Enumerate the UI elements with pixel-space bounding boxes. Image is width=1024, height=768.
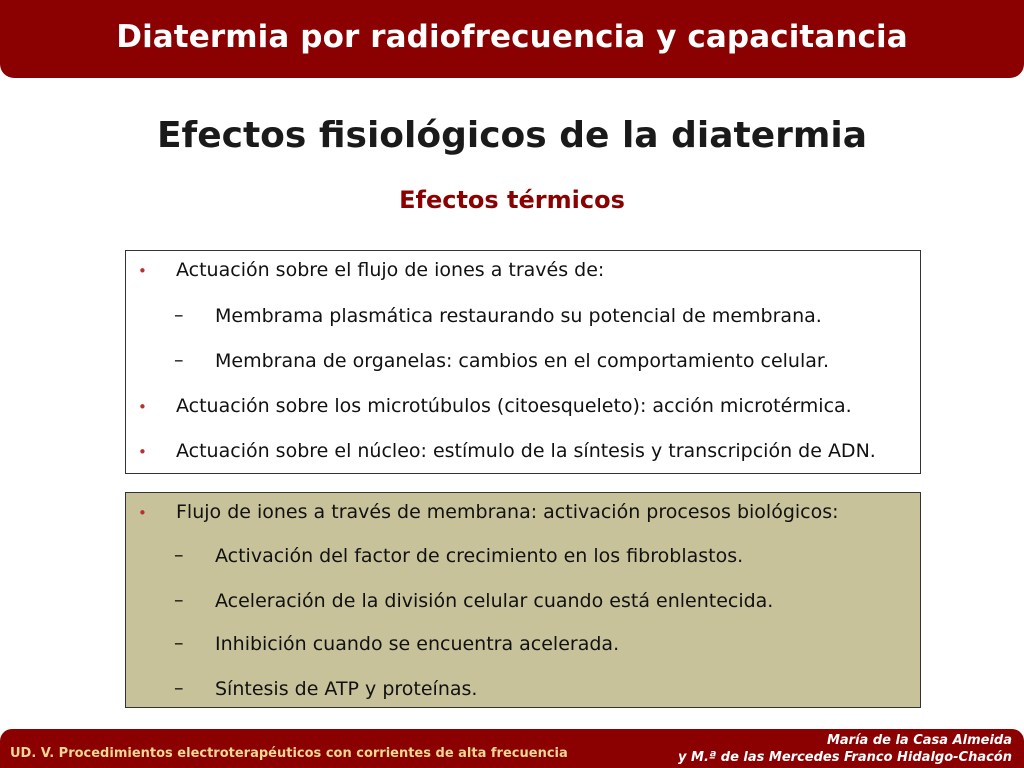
footer-bar bbox=[0, 729, 1024, 768]
bullet-marker: • bbox=[138, 398, 147, 416]
bullet-marker: • bbox=[138, 443, 147, 461]
list-item: Aceleración de la división celular cuando está enlentecida. bbox=[215, 590, 774, 612]
dash-marker: – bbox=[174, 677, 184, 699]
list-item: Síntesis de ATP y proteínas. bbox=[215, 678, 478, 700]
footer-authors bbox=[678, 732, 1012, 766]
footer-author-line-1: María de la Casa Almeida bbox=[826, 733, 1012, 748]
bullet-marker: • bbox=[138, 504, 147, 522]
dash-marker: – bbox=[174, 544, 184, 566]
list-item: Actuación sobre el flujo de iones a través de: bbox=[176, 259, 605, 281]
list-item: Membrama plasmática restaurando su potencial de membrana. bbox=[215, 305, 822, 327]
list-item: Flujo de iones a través de membrana: activación procesos biológicos: bbox=[176, 501, 839, 523]
dash-marker: – bbox=[174, 589, 184, 611]
list-item: Activación del factor de crecimiento en los fibroblastos. bbox=[215, 545, 744, 567]
bullet-marker: • bbox=[138, 262, 147, 280]
footer-author-line-2: y M.ª de las Mercedes Franco Hidalgo-Chacón bbox=[678, 750, 1012, 765]
effects-box-primary bbox=[125, 250, 921, 474]
effects-box-secondary bbox=[125, 492, 921, 708]
page-title: Efectos fisiológicos de la diatermia bbox=[156, 115, 868, 156]
list-item: Inhibición cuando se encuentra acelerada. bbox=[215, 633, 620, 655]
list-item: Actuación sobre el núcleo: estímulo de la síntesis y transcripción de ADN. bbox=[176, 440, 876, 462]
header-title: Diatermia por radiofrecuencia y capacitancia bbox=[116, 19, 908, 55]
dash-marker: – bbox=[174, 632, 184, 654]
dash-marker: – bbox=[174, 349, 184, 371]
section-subtitle: Efectos térmicos bbox=[399, 186, 625, 214]
header-bar bbox=[0, 0, 1024, 78]
dash-marker: – bbox=[174, 304, 184, 326]
list-item: Actuación sobre los microtúbulos (citoesqueleto): acción microtérmica. bbox=[176, 395, 852, 417]
footer-course-title: UD. V. Procedimientos electroterapéuticos con corrientes de alta frecuencia bbox=[10, 746, 568, 761]
list-item: Membrana de organelas: cambios en el comportamiento celular. bbox=[215, 350, 829, 372]
